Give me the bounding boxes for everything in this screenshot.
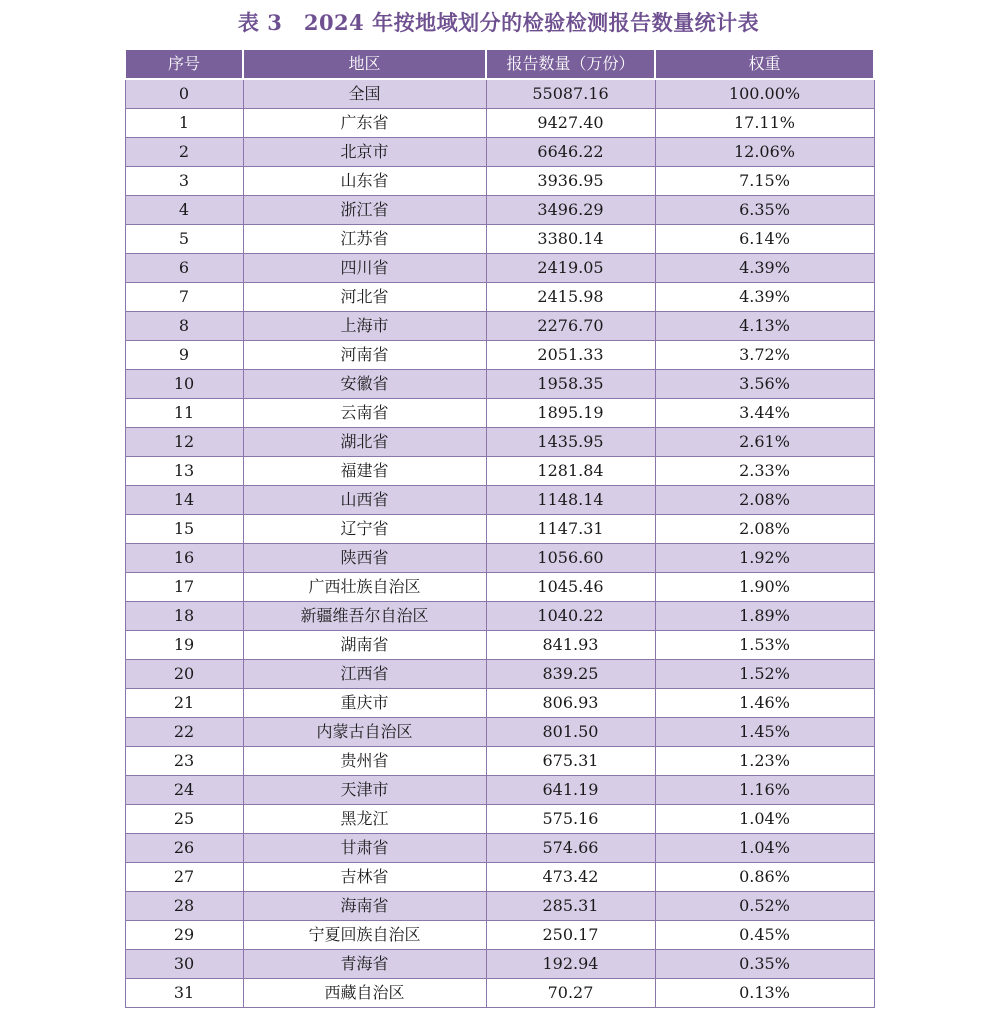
cell-index: 11	[125, 399, 243, 428]
table-row	[125, 950, 874, 979]
cell-reports: 841.93	[486, 631, 655, 660]
cell-weight: 0.86%	[655, 863, 874, 892]
table-row	[125, 457, 874, 486]
cell-reports: 1435.95	[486, 428, 655, 457]
cell-region: 天津市	[243, 776, 486, 805]
table-row	[125, 834, 874, 863]
cell-region: 全国	[243, 79, 486, 109]
cell-region: 陕西省	[243, 544, 486, 573]
cell-reports: 839.25	[486, 660, 655, 689]
table-row	[125, 689, 874, 718]
cell-region: 贵州省	[243, 747, 486, 776]
table-row	[125, 747, 874, 776]
table-body	[125, 79, 874, 1008]
cell-reports: 574.66	[486, 834, 655, 863]
cell-region: 河南省	[243, 341, 486, 370]
table-row	[125, 718, 874, 747]
cell-region: 新疆维吾尔自治区	[243, 602, 486, 631]
cell-weight: 12.06%	[655, 138, 874, 167]
cell-region: 云南省	[243, 399, 486, 428]
page-title: 表 3 2024 年按地域划分的检验检测报告数量统计表	[237, 10, 760, 35]
cell-index: 29	[125, 921, 243, 950]
cell-reports: 3936.95	[486, 167, 655, 196]
cell-weight: 1.53%	[655, 631, 874, 660]
table-row	[125, 109, 874, 138]
cell-weight: 17.11%	[655, 109, 874, 138]
cell-reports: 806.93	[486, 689, 655, 718]
cell-weight: 6.14%	[655, 225, 874, 254]
cell-reports: 2051.33	[486, 341, 655, 370]
cell-region: 甘肃省	[243, 834, 486, 863]
cell-region: 广西壮族自治区	[243, 573, 486, 602]
column-header-index: 序号	[125, 50, 243, 79]
cell-reports: 3496.29	[486, 196, 655, 225]
cell-index: 12	[125, 428, 243, 457]
cell-weight: 2.08%	[655, 515, 874, 544]
cell-weight: 0.13%	[655, 979, 874, 1008]
table-row	[125, 544, 874, 573]
cell-weight: 6.35%	[655, 196, 874, 225]
table-row	[125, 921, 874, 950]
cell-reports: 70.27	[486, 979, 655, 1008]
cell-region: 山东省	[243, 167, 486, 196]
cell-reports: 1040.22	[486, 602, 655, 631]
table-row	[125, 573, 874, 602]
cell-index: 13	[125, 457, 243, 486]
cell-reports: 801.50	[486, 718, 655, 747]
cell-region: 重庆市	[243, 689, 486, 718]
cell-region: 四川省	[243, 254, 486, 283]
cell-reports: 1895.19	[486, 399, 655, 428]
cell-region: 湖南省	[243, 631, 486, 660]
table-row	[125, 776, 874, 805]
cell-index: 18	[125, 602, 243, 631]
cell-index: 25	[125, 805, 243, 834]
column-header-weight: 权重	[655, 50, 874, 79]
cell-index: 14	[125, 486, 243, 515]
table-row	[125, 399, 874, 428]
cell-weight: 7.15%	[655, 167, 874, 196]
cell-weight: 4.39%	[655, 254, 874, 283]
cell-index: 21	[125, 689, 243, 718]
cell-weight: 1.04%	[655, 834, 874, 863]
cell-index: 26	[125, 834, 243, 863]
table-row	[125, 254, 874, 283]
table-row	[125, 805, 874, 834]
cell-weight: 0.35%	[655, 950, 874, 979]
cell-index: 3	[125, 167, 243, 196]
table-row	[125, 602, 874, 631]
cell-index: 8	[125, 312, 243, 341]
table-header-row	[125, 50, 874, 79]
cell-index: 4	[125, 196, 243, 225]
cell-reports: 55087.16	[486, 79, 655, 109]
table-row	[125, 370, 874, 399]
cell-weight: 0.52%	[655, 892, 874, 921]
cell-index: 9	[125, 341, 243, 370]
cell-weight: 100.00%	[655, 79, 874, 109]
cell-reports: 641.19	[486, 776, 655, 805]
table-row	[125, 486, 874, 515]
cell-index: 16	[125, 544, 243, 573]
cell-region: 安徽省	[243, 370, 486, 399]
cell-reports: 2419.05	[486, 254, 655, 283]
cell-weight: 3.72%	[655, 341, 874, 370]
cell-reports: 285.31	[486, 892, 655, 921]
table-row	[125, 892, 874, 921]
cell-region: 广东省	[243, 109, 486, 138]
table-row	[125, 979, 874, 1008]
cell-weight: 3.44%	[655, 399, 874, 428]
cell-reports: 2276.70	[486, 312, 655, 341]
cell-weight: 1.04%	[655, 805, 874, 834]
cell-reports: 6646.22	[486, 138, 655, 167]
column-header-reports: 报告数量（万份）	[486, 50, 655, 79]
cell-index: 17	[125, 573, 243, 602]
table-row	[125, 283, 874, 312]
table-row	[125, 79, 874, 109]
report-count-table	[124, 50, 875, 1008]
cell-reports: 1281.84	[486, 457, 655, 486]
cell-weight: 2.61%	[655, 428, 874, 457]
table-row	[125, 428, 874, 457]
table-row	[125, 138, 874, 167]
table-row	[125, 515, 874, 544]
cell-weight: 2.08%	[655, 486, 874, 515]
cell-reports: 250.17	[486, 921, 655, 950]
cell-reports: 3380.14	[486, 225, 655, 254]
cell-region: 青海省	[243, 950, 486, 979]
table-row	[125, 196, 874, 225]
cell-region: 湖北省	[243, 428, 486, 457]
cell-region: 宁夏回族自治区	[243, 921, 486, 950]
cell-weight: 1.45%	[655, 718, 874, 747]
cell-region: 辽宁省	[243, 515, 486, 544]
table-row	[125, 863, 874, 892]
cell-reports: 192.94	[486, 950, 655, 979]
cell-index: 27	[125, 863, 243, 892]
cell-reports: 9427.40	[486, 109, 655, 138]
cell-weight: 1.16%	[655, 776, 874, 805]
table-row	[125, 631, 874, 660]
cell-region: 江西省	[243, 660, 486, 689]
cell-weight: 1.52%	[655, 660, 874, 689]
cell-index: 1	[125, 109, 243, 138]
cell-index: 28	[125, 892, 243, 921]
cell-index: 0	[125, 79, 243, 109]
cell-index: 30	[125, 950, 243, 979]
cell-index: 15	[125, 515, 243, 544]
cell-region: 内蒙古自治区	[243, 718, 486, 747]
cell-region: 黑龙江	[243, 805, 486, 834]
cell-weight: 4.13%	[655, 312, 874, 341]
cell-reports: 675.31	[486, 747, 655, 776]
cell-index: 23	[125, 747, 243, 776]
cell-reports: 473.42	[486, 863, 655, 892]
table-row	[125, 660, 874, 689]
cell-weight: 1.90%	[655, 573, 874, 602]
cell-reports: 1045.46	[486, 573, 655, 602]
cell-reports: 1148.14	[486, 486, 655, 515]
cell-weight: 3.56%	[655, 370, 874, 399]
cell-region: 福建省	[243, 457, 486, 486]
cell-region: 山西省	[243, 486, 486, 515]
cell-region: 海南省	[243, 892, 486, 921]
cell-weight: 4.39%	[655, 283, 874, 312]
cell-reports: 2415.98	[486, 283, 655, 312]
cell-region: 江苏省	[243, 225, 486, 254]
table-row	[125, 312, 874, 341]
cell-region: 浙江省	[243, 196, 486, 225]
cell-index: 6	[125, 254, 243, 283]
cell-reports: 575.16	[486, 805, 655, 834]
cell-weight: 0.45%	[655, 921, 874, 950]
cell-weight: 1.23%	[655, 747, 874, 776]
cell-index: 2	[125, 138, 243, 167]
cell-weight: 1.89%	[655, 602, 874, 631]
cell-weight: 1.46%	[655, 689, 874, 718]
cell-index: 10	[125, 370, 243, 399]
cell-index: 20	[125, 660, 243, 689]
cell-region: 上海市	[243, 312, 486, 341]
cell-index: 5	[125, 225, 243, 254]
column-header-region: 地区	[243, 50, 486, 79]
cell-reports: 1056.60	[486, 544, 655, 573]
cell-reports: 1147.31	[486, 515, 655, 544]
cell-index: 19	[125, 631, 243, 660]
cell-region: 西藏自治区	[243, 979, 486, 1008]
table-row	[125, 341, 874, 370]
cell-index: 22	[125, 718, 243, 747]
cell-weight: 1.92%	[655, 544, 874, 573]
cell-index: 24	[125, 776, 243, 805]
cell-region: 吉林省	[243, 863, 486, 892]
cell-index: 31	[125, 979, 243, 1008]
table-row	[125, 225, 874, 254]
table-row	[125, 167, 874, 196]
cell-region: 北京市	[243, 138, 486, 167]
cell-weight: 2.33%	[655, 457, 874, 486]
cell-region: 河北省	[243, 283, 486, 312]
cell-reports: 1958.35	[486, 370, 655, 399]
cell-index: 7	[125, 283, 243, 312]
